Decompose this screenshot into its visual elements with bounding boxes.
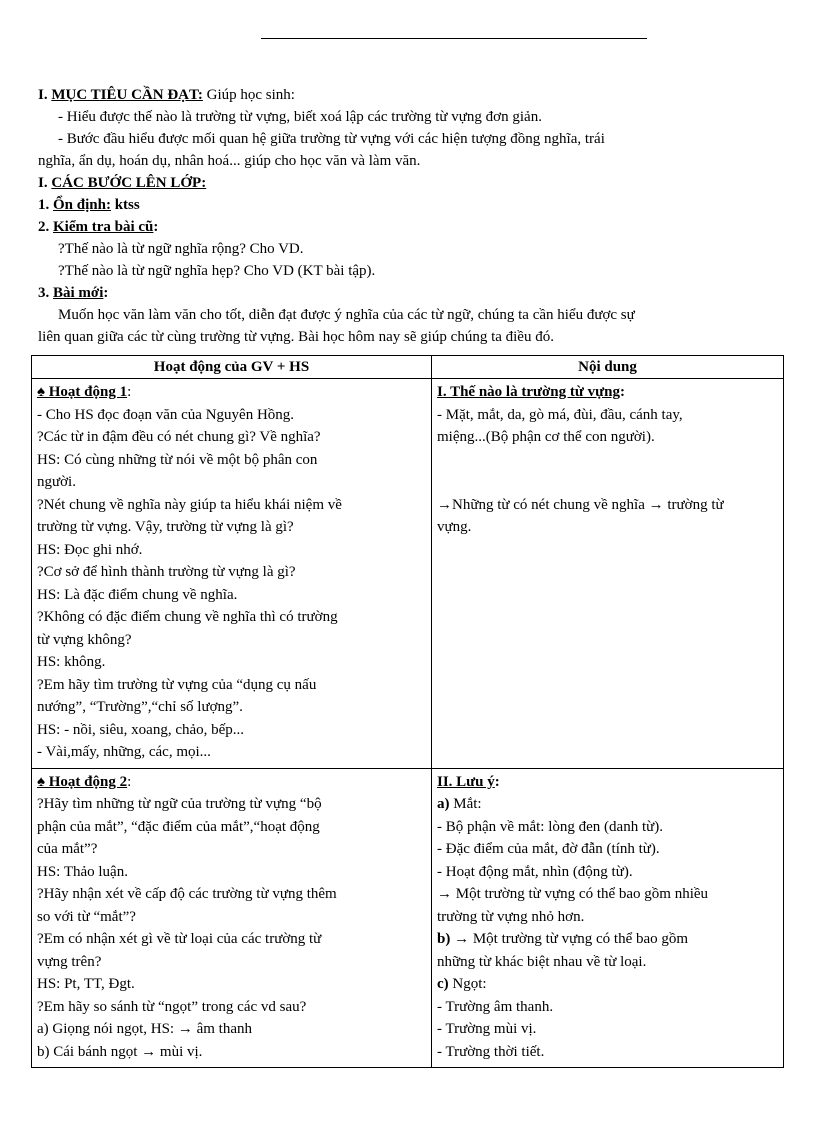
text-line: HS: Là đặc điểm chung về nghĩa.	[37, 586, 238, 603]
text-line: ?Cơ sở để hình thành trường từ vựng là gì?	[37, 564, 296, 580]
text-line: từ vựng không?	[37, 631, 132, 648]
text-line: ?Hãy tìm những từ ngữ của trường từ vựng “bộ	[37, 796, 322, 812]
note-b	[437, 928, 778, 951]
lead-in-1: Muốn học văn làm văn cho tốt, diễn đạt được ý nghĩa của các từ ngữ, chúng ta cần hiểu được sự	[58, 307, 635, 323]
note-label: b)	[437, 931, 451, 947]
step-title: Kiểm tra bài cũ	[53, 219, 154, 235]
content-1b-lines	[437, 494, 778, 539]
text-line: - Mặt, mắt, da, gò má, đùi, đầu, cánh tay,	[437, 406, 683, 423]
text-line: - Trường thời tiết.	[437, 1043, 545, 1060]
lesson-table	[31, 355, 784, 1068]
activity-title: ♠ Hoạt động 2:	[37, 773, 132, 790]
lesson-intro	[38, 84, 788, 348]
text-line: →Những từ có nét chung về nghĩa → trường từ	[437, 496, 724, 513]
activity-title-text: ♠ Hoạt động 2	[37, 773, 128, 790]
column-header-activities: Hoạt động của GV + HS	[32, 356, 432, 379]
text-line: ?Nét chung về nghĩa này giúp ta hiểu khái niệm về	[37, 496, 342, 513]
note-c-lines	[437, 996, 778, 1064]
text-line: phận của mắt”, “đặc điểm của mắt”,“hoạt động	[37, 818, 320, 835]
text-line: ?Hãy nhận xét về cấp độ các trường từ vựng thêm	[37, 886, 337, 902]
review-question-2: ?Thế nào là từ ngữ nghĩa hẹp? Cho VD (KT bài tập).	[58, 263, 376, 279]
activity-1-lines	[37, 404, 426, 764]
text-line: ?Em hãy so sánh từ “ngọt” trong các vd sau?	[37, 998, 307, 1015]
section-number: I.	[38, 175, 48, 191]
activity-2-lines	[37, 793, 426, 1063]
note-label: a)	[437, 796, 450, 812]
text-line: ?Không có đặc điểm chung về nghĩa thì có trường	[37, 609, 338, 625]
text-line: a) Giọng nói ngọt, HS: → âm thanh	[37, 1021, 252, 1037]
activity-1-cell	[32, 379, 432, 769]
content-1a-lines	[437, 404, 778, 449]
activity-title-text: ♠ Hoạt động 1	[37, 384, 128, 400]
text-line: - Đặc điểm của mắt, đờ đẫn (tính từ).	[437, 841, 660, 857]
column-header-content: Nội dung	[432, 356, 784, 379]
text-line: vựng trên?	[37, 953, 102, 970]
objective-2: - Bước đầu hiểu được mối quan hệ giữa trường từ vựng với các hiện tượng đồng nghĩa, trái	[58, 131, 605, 147]
step-number: 3.	[38, 285, 50, 301]
section-lead: Giúp học sinh:	[202, 87, 295, 103]
section-objectives	[38, 84, 788, 106]
step-colon: :	[103, 285, 109, 301]
text-line: ?Em hãy tìm trường từ vựng của “dụng cụ nấu	[37, 676, 317, 693]
step-3	[38, 282, 788, 304]
text-line: HS: Pt, TT, Đgt.	[37, 976, 135, 992]
text-line: so với từ “mắt”?	[37, 908, 136, 925]
text-line: HS: Có cùng những từ nói về một bộ phân con	[37, 451, 318, 468]
objective-2-cont: nghĩa, ẩn dụ, hoán dụ, nhân hoá... giúp cho học văn và làm văn.	[38, 153, 421, 169]
table-row	[32, 379, 784, 769]
text-line: HS: Thảo luận.	[37, 863, 128, 880]
step-2	[38, 216, 788, 238]
note-a	[437, 793, 778, 816]
lead-in-2: liên quan giữa các từ cùng trường từ vựng. Bài học hôm nay sẽ giúp chúng ta điều đó.	[38, 329, 554, 345]
text-line: trường từ vựng nhỏ hơn.	[437, 908, 585, 925]
text-line: vựng.	[437, 519, 472, 535]
section-number: I.	[38, 87, 48, 103]
step-colon: :	[153, 219, 159, 235]
content-title: II. Lưu ý:	[437, 773, 500, 790]
activity-2-cell	[32, 768, 432, 1068]
header-rule	[261, 38, 647, 39]
text-line: → Một trường từ vựng có thể bao gồm nhiều	[437, 886, 709, 902]
content-title-text: I. Thế nào là trường từ vựng	[437, 384, 620, 400]
content-2-cell	[432, 768, 784, 1068]
text-line: - Trường mùi vị.	[437, 1021, 537, 1037]
text-line: - Bộ phận về mắt: lòng đen (danh từ).	[437, 818, 663, 835]
text-line: b) Cái bánh ngọt → mùi vị.	[37, 1043, 203, 1060]
text-line: - Hoạt động mắt, nhìn (động từ).	[437, 863, 633, 880]
text-line: người.	[37, 474, 76, 490]
step-number: 1.	[38, 197, 50, 213]
activity-title: ♠ Hoạt động 1:	[37, 384, 132, 400]
text-line: - Vài,mấy, những, các, mọi...	[37, 744, 211, 760]
section-title: CÁC BƯỚC LÊN LỚP:	[51, 175, 207, 191]
objective-1: - Hiểu được thế nào là trường từ vựng, biết xoá lập các trường từ vựng đơn giản.	[58, 109, 542, 125]
note-text: → Một trường từ vựng có thể bao gồm	[450, 931, 689, 947]
text-line: ?Em có nhận xét gì về từ loại của các trường từ	[37, 931, 322, 947]
text-line: miệng...(Bộ phận cơ thể con người).	[437, 429, 655, 445]
table-row	[32, 768, 784, 1068]
content-1-cell	[432, 379, 784, 769]
text-line: - Trường âm thanh.	[437, 998, 554, 1015]
content-title-text: II. Lưu ý	[437, 773, 495, 790]
text-line: ?Các từ in đậm đều có nét chung gì? Về nghĩa?	[37, 429, 321, 445]
step-number: 2.	[38, 219, 50, 235]
note-b-cont: những từ khác biệt nhau về từ loại.	[437, 953, 647, 970]
text-line: của mắt”?	[37, 841, 98, 857]
text-line: HS: Đọc ghi nhớ.	[37, 541, 143, 558]
note-label: c)	[437, 976, 449, 992]
note-c	[437, 973, 778, 996]
note-text: Mắt:	[449, 796, 482, 812]
content-title: I. Thế nào là trường từ vựng:	[437, 384, 625, 400]
note-text: Ngọt:	[448, 976, 487, 992]
section-title: MỤC TIÊU CẦN ĐẠT:	[51, 87, 203, 103]
note-a-lines	[437, 816, 778, 929]
text-line: - Cho HS đọc đoạn văn của Nguyên Hồng.	[37, 406, 295, 423]
text-line: HS: không.	[37, 654, 106, 670]
table-header-row	[32, 356, 784, 379]
text-line: nướng”, “Trường”,“chỉ số lượng”.	[37, 699, 243, 715]
step-title: Ổn định:	[53, 197, 111, 213]
text-line: trường từ vựng. Vậy, trường từ vựng là gì?	[37, 519, 294, 535]
step-1	[38, 194, 788, 216]
step-title: Bài mới	[53, 285, 104, 301]
review-question-1: ?Thế nào là từ ngữ nghĩa rộng? Cho VD.	[58, 241, 304, 257]
step-value: ktss	[110, 197, 140, 213]
section-steps	[38, 172, 788, 194]
text-line: HS: - nồi, siêu, xoang, chảo, bếp...	[37, 721, 245, 738]
